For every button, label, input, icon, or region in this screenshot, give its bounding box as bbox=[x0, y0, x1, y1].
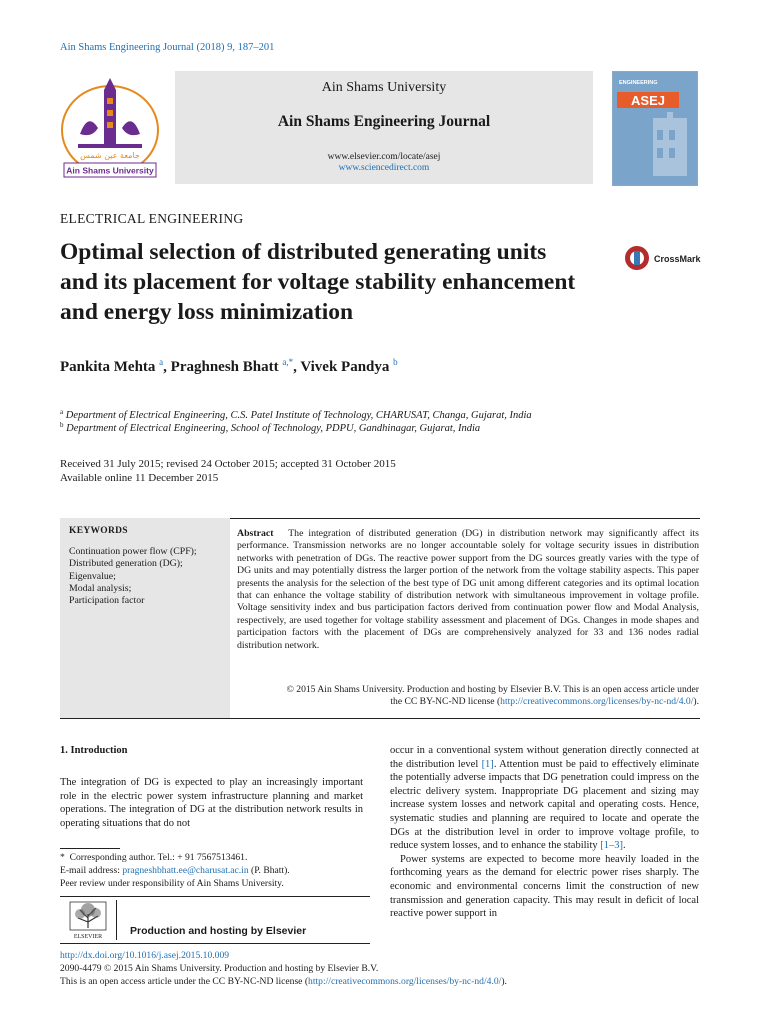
elsevier-tree-icon bbox=[66, 900, 110, 940]
author-name: Pankita Mehta bbox=[60, 359, 156, 375]
paragraph-text: occur in a conventional system without generation directly connected at the distribution level bbox=[390, 745, 699, 770]
oa-text-end: ). bbox=[501, 976, 507, 987]
corresponding-author-note bbox=[60, 852, 370, 865]
intro-right-column bbox=[390, 744, 699, 921]
author-affiliation-mark[interactable]: a,* bbox=[282, 357, 294, 367]
paragraph bbox=[390, 744, 699, 853]
elsevier-divider bbox=[116, 900, 117, 940]
section-heading-introduction: 1. Introduction bbox=[60, 745, 128, 756]
license-text-end: ). bbox=[693, 696, 699, 708]
paper-title-line: Optimal selection of distributed generating units bbox=[60, 239, 547, 265]
elsevier-logo-text: ELSEVIER bbox=[73, 934, 103, 940]
abstract-license-line bbox=[237, 696, 699, 708]
intro-left-column bbox=[60, 776, 363, 830]
paper-title-line: and energy loss minimization bbox=[60, 299, 354, 325]
peer-review-note: Peer review under responsibility of Ain Shams University. bbox=[60, 878, 284, 889]
journal-url[interactable]: www.elsevier.com/locate/asej bbox=[327, 152, 441, 162]
author-name: Vivek Pandya bbox=[300, 359, 390, 375]
crossmark-label: CrossMark bbox=[654, 254, 701, 264]
affiliation-b bbox=[60, 421, 480, 434]
received-dates: Received 31 July 2015; revised 24 October 2015; accepted 31 October 2015 bbox=[60, 458, 396, 470]
footnote-rule bbox=[60, 848, 120, 849]
abstract bbox=[237, 528, 699, 652]
asterisk-mark: * bbox=[60, 852, 70, 863]
citation-link[interactable]: [1] bbox=[481, 758, 494, 770]
journal-cover bbox=[612, 71, 698, 186]
citation-link[interactable]: [1–3] bbox=[600, 840, 623, 852]
open-access-line bbox=[60, 976, 507, 989]
section-label: ELECTRICAL ENGINEERING bbox=[60, 211, 244, 226]
abstract-bottom-rule bbox=[60, 718, 700, 719]
logo-arabic-text: جامعة عين شمس bbox=[80, 151, 140, 160]
university-logo bbox=[58, 72, 162, 184]
sciencedirect-link[interactable]: www.sciencedirect.com bbox=[338, 163, 430, 173]
keyword-item: Continuation power flow (CPF); bbox=[69, 546, 197, 557]
email-note bbox=[60, 865, 370, 878]
journal-citation: Ain Shams Engineering Journal (2018) 9, 187–201 bbox=[60, 42, 275, 53]
keyword-item: Distributed generation (DG); bbox=[69, 558, 183, 570]
paper-title-line: and its placement for voltage stability enhancement bbox=[60, 269, 576, 295]
email-owner: (P. Bhatt). bbox=[248, 865, 290, 876]
oa-text: This is an open access article under the CC BY-NC-ND license ( bbox=[60, 976, 309, 987]
keyword-item: Participation factor bbox=[69, 595, 145, 607]
license-text: the CC BY-NC-ND license ( bbox=[390, 696, 501, 708]
email-link[interactable]: pragneshbhatt.ee@charusat.ac.in bbox=[122, 865, 249, 876]
keyword-item: Eigenvalue; bbox=[69, 570, 116, 582]
keyword-item: Modal analysis; bbox=[69, 582, 132, 594]
abstract-top-rule bbox=[230, 518, 700, 519]
affiliation-text: Department of Electrical Engineering, School of Technology, PDPU, Gandhinagar, Gujarat, India bbox=[66, 423, 481, 434]
affiliation-a bbox=[60, 408, 532, 421]
paragraph-text: . bbox=[623, 840, 626, 852]
doi-link[interactable]: http://dx.doi.org/10.1016/j.asej.2015.10.009 bbox=[60, 950, 230, 961]
crossmark-badge[interactable] bbox=[624, 245, 704, 273]
crossmark-icon bbox=[624, 245, 704, 273]
issn-line: 2090-4479 © 2015 Ain Shams University. Production and hosting by Elsevier B.V. bbox=[60, 963, 379, 974]
university-logo-graphic bbox=[58, 72, 162, 184]
author-name: Praghnesh Bhatt bbox=[170, 359, 279, 375]
online-date: Available online 11 December 2015 bbox=[60, 472, 219, 484]
elsevier-hosting-text: Production and hosting by Elsevier bbox=[130, 925, 307, 937]
university-name: Ain Shams University bbox=[321, 80, 447, 95]
paragraph-text: . Attention must be paid to effectively eliminate the potentially adverse impacts that DG penetration could impress on the electric delivery system. Inappropriate DG placement and sizing may increase system losses and network capital and operating costs. Hence, systematic studies and planning are required to locate and operate the DGs at the distribution level in order to improve voltage profile, to reduce system losses, and to enhance the stability bbox=[390, 758, 699, 852]
paragraph: Power systems are expected to become more heavily loaded in the forthcoming years as the demand for electric power rises sharply. The economic and environmental concerns limit the construction of new transmission and generation capacity. This may result in deficit of local reactive power support in bbox=[390, 853, 699, 920]
paragraph: The integration of DG is expected to play an increasingly important role in the electric power system infrastructure planning and market operations. The integration of DG at the distribution network results in operating situations that do not bbox=[60, 777, 363, 829]
affiliation-mark: a bbox=[60, 408, 64, 416]
author-affiliation-mark[interactable]: b bbox=[393, 357, 398, 367]
license-link[interactable]: http://creativecommons.org/licenses/by-nc-nd/4.0/ bbox=[500, 696, 694, 708]
keywords-list bbox=[69, 546, 227, 607]
oa-license-link[interactable]: http://creativecommons.org/licenses/by-nc-nd/4.0/ bbox=[308, 976, 502, 987]
author-affiliation-mark[interactable]: a bbox=[159, 357, 164, 367]
affiliation-text: Department of Electrical Engineering, C.S. Patel Institute of Technology, CHARUSAT, Changa, Gujarat, India bbox=[65, 410, 532, 421]
abstract-text: The integration of distributed generation (DG) in distribution network may significantly affect its performance. Transmission networks are no longer accountable solely for voltage security issues in distribution networks with penetration of DGs. The reactive power support from the DG sources greatly varies with the type of DG units and may potentially distress the larger portion of the network from the voltage stability aspects. This paper presents the analysis for the selection of the best type of DG unit among different categories and its optimal location that can enhance the voltage stability of distribution network with simultaneous improvement in voltage profile. Voltage sensitivity index and bus participation factors derived from continuation power flow and Modal Analysis, respectively, are used together for voltage stability assessment and placement of DGs. Changes in mode shapes and participation factors with the placement of DGs are comprehensively analyzed for 33 and 136 nodes radial distribution network. bbox=[237, 528, 699, 651]
abstract-copyright bbox=[237, 684, 699, 709]
paper-title bbox=[60, 237, 620, 327]
elsevier-logo bbox=[66, 900, 110, 940]
abstract-copyright-line: © 2015 Ain Shams University. Production and hosting by Elsevier B.V. This is an open access article under bbox=[286, 684, 699, 695]
cover-top-text: ENGINEERING bbox=[619, 80, 658, 86]
footnote-text: Corresponding author. Tel.: + 91 7567513461. bbox=[69, 852, 248, 863]
keywords-title: KEYWORDS bbox=[69, 526, 128, 536]
abstract-label: Abstract bbox=[237, 528, 274, 539]
affiliation-mark: b bbox=[60, 421, 64, 429]
logo-caption: Ain Shams University bbox=[66, 165, 154, 176]
cover-brand: ASEJ bbox=[631, 93, 665, 108]
journal-cover-art bbox=[613, 72, 698, 186]
email-label: E-mail address: bbox=[60, 865, 123, 876]
journal-name: Ain Shams Engineering Journal bbox=[277, 113, 491, 130]
author-list: Pankita Mehta $^a$, Praghnesh Bhatt $^{a,*}$, Vivek Pandya $^b$ bbox=[60, 357, 398, 375]
